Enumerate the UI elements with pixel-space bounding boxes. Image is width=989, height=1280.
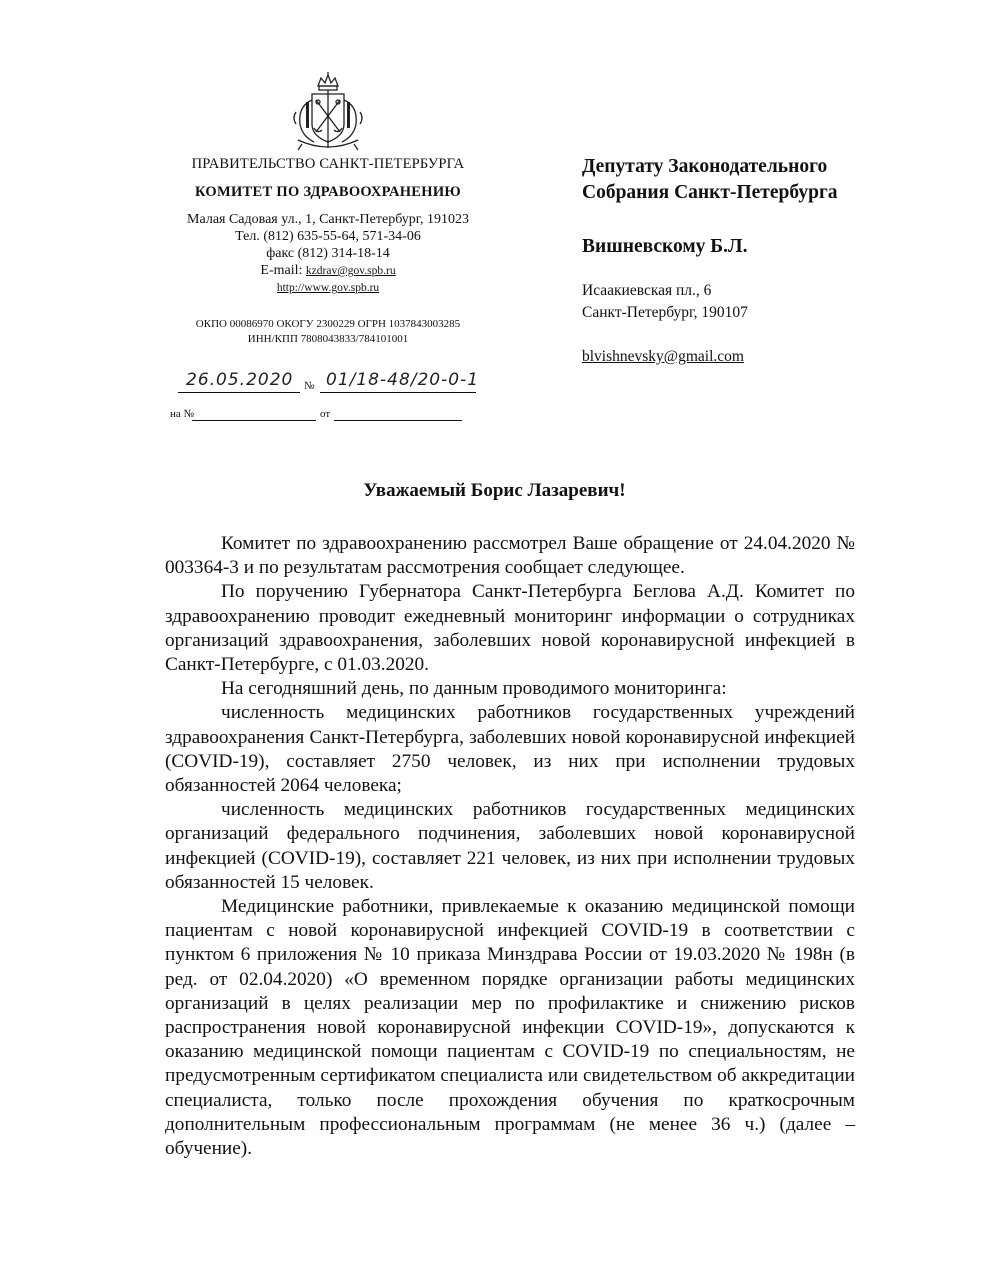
body-paragraph: Комитет по здравоохранению рассмотрел Ваше обращение от 24.04.2020 № 003364-3 и по результатам рассмотрения сообщает следующее.: [165, 533, 855, 579]
body-paragraph: Медицинские работники, привлекаемые к оказанию медицинской помощи пациентам с новой коронавирусной инфекцией COVID-19 в соответствии с пунктом 6 приложения № 10 приказа Минздрава России от 19.03.2020 № 198н (в ред. от 02.04.2020) «О временном порядке организации работы медицинских организаций в целях реализации мер по профилактике и снижению рисков распространения новой коронавирусной инфекции COVID-19», допускаются к оказанию медицинской помощи пациентам с COVID-19 по специальностям, не предусмотренным сертификатом специалиста или свидетельством об аккредитации специалиста, только после прохождения обучения по краткосрочным дополнительным профессиональным программам (не менее 36 ч.) (далее – обучение).: [165, 896, 855, 1160]
sender-website-link[interactable]: http://www.gov.spb.ru: [276, 282, 380, 294]
recipient-title-line2: Собрания Санкт-Петербурга: [582, 182, 838, 203]
letter-body: [165, 532, 855, 1161]
recipient-email[interactable]: blvishnevsky@gmail.com: [582, 348, 744, 365]
recipient-address: [582, 280, 902, 324]
recipient-address-line1: Исаакиевская пл., 6: [582, 282, 712, 299]
body-paragraph: численность медицинских работников государственных учреждений здравоохранения Санкт-Петербурга, заболевших новой коронавирусной инфекцией (COVID-19), составляет 2750 человек, из них при исполнении трудовых обязанностей 2064 человека;: [165, 702, 855, 797]
recipient-title-line1: Депутату Законодательного: [582, 156, 828, 177]
reference-label: на №: [170, 408, 195, 420]
body-paragraph: численность медицинских работников государственных медицинских организаций федерального подчинения, заболевших новой коронавирусной инфекцией (COVID-19), составляет 221 человек, из них при исполнении трудовых обязанностей 15 человек.: [165, 799, 855, 893]
sender-email-line: [150, 262, 506, 280]
committee-name: КОМИТЕТ ПО ЗДРАВООХРАНЕНИЮ: [194, 184, 462, 200]
reference-from-label: от: [320, 408, 331, 420]
recipient-name: Вишневскому Б.Л.: [582, 236, 748, 257]
sender-phone: Тел. (812) 635-55-64, 571-34-06: [235, 229, 421, 244]
sender-address: Малая Садовая ул., 1, Санкт-Петербург, 191023: [187, 212, 469, 227]
registration-number: 01/18-48/20-0-1: [326, 370, 480, 390]
government-name: ПРАВИТЕЛЬСТВО САНКТ-ПЕТЕРБУРГА: [191, 156, 465, 172]
sender-contacts: [150, 211, 506, 297]
sender-header: [150, 156, 506, 347]
date-underline: [178, 392, 300, 393]
recipient-address-line2: Санкт-Петербург, 190107: [582, 304, 748, 321]
sender-codes-line2: ИНН/КПП 7808043833/784101001: [247, 333, 409, 345]
recipient-title: [582, 154, 902, 206]
sender-codes: [150, 317, 506, 347]
reference-date-underline: [334, 420, 462, 421]
recipient-block: [582, 154, 902, 366]
st-petersburg-coat-of-arms-icon: [288, 72, 368, 154]
sender-codes-line1: ОКПО 00086970 ОКОГУ 2300229 ОГРН 1037843003285: [195, 318, 461, 330]
number-underline: [320, 392, 476, 393]
registration-block: [170, 368, 490, 438]
reference-underline: [192, 420, 316, 421]
body-paragraph: По поручению Губернатора Санкт-Петербурга Беглова А.Д. Комитет по здравоохранению проводит ежедневный мониторинг информации о сотрудниках организаций здравоохранения, заболевших новой коронавирусной инфекцией в Санкт-Петербурге, с 01.03.2020.: [165, 581, 855, 676]
registration-date: 26.05.2020: [186, 370, 294, 390]
greeting: Уважаемый Борис Лазаревич!: [363, 480, 626, 501]
sender-email-label: E-mail:: [260, 263, 303, 278]
sender-fax: факс (812) 314-18-14: [266, 246, 390, 261]
body-paragraph: На сегодняшний день, по данным проводимого мониторинга:: [221, 678, 727, 700]
number-label: №: [304, 380, 315, 392]
sender-email-link[interactable]: kzdrav@gov.spb.ru: [305, 265, 396, 277]
